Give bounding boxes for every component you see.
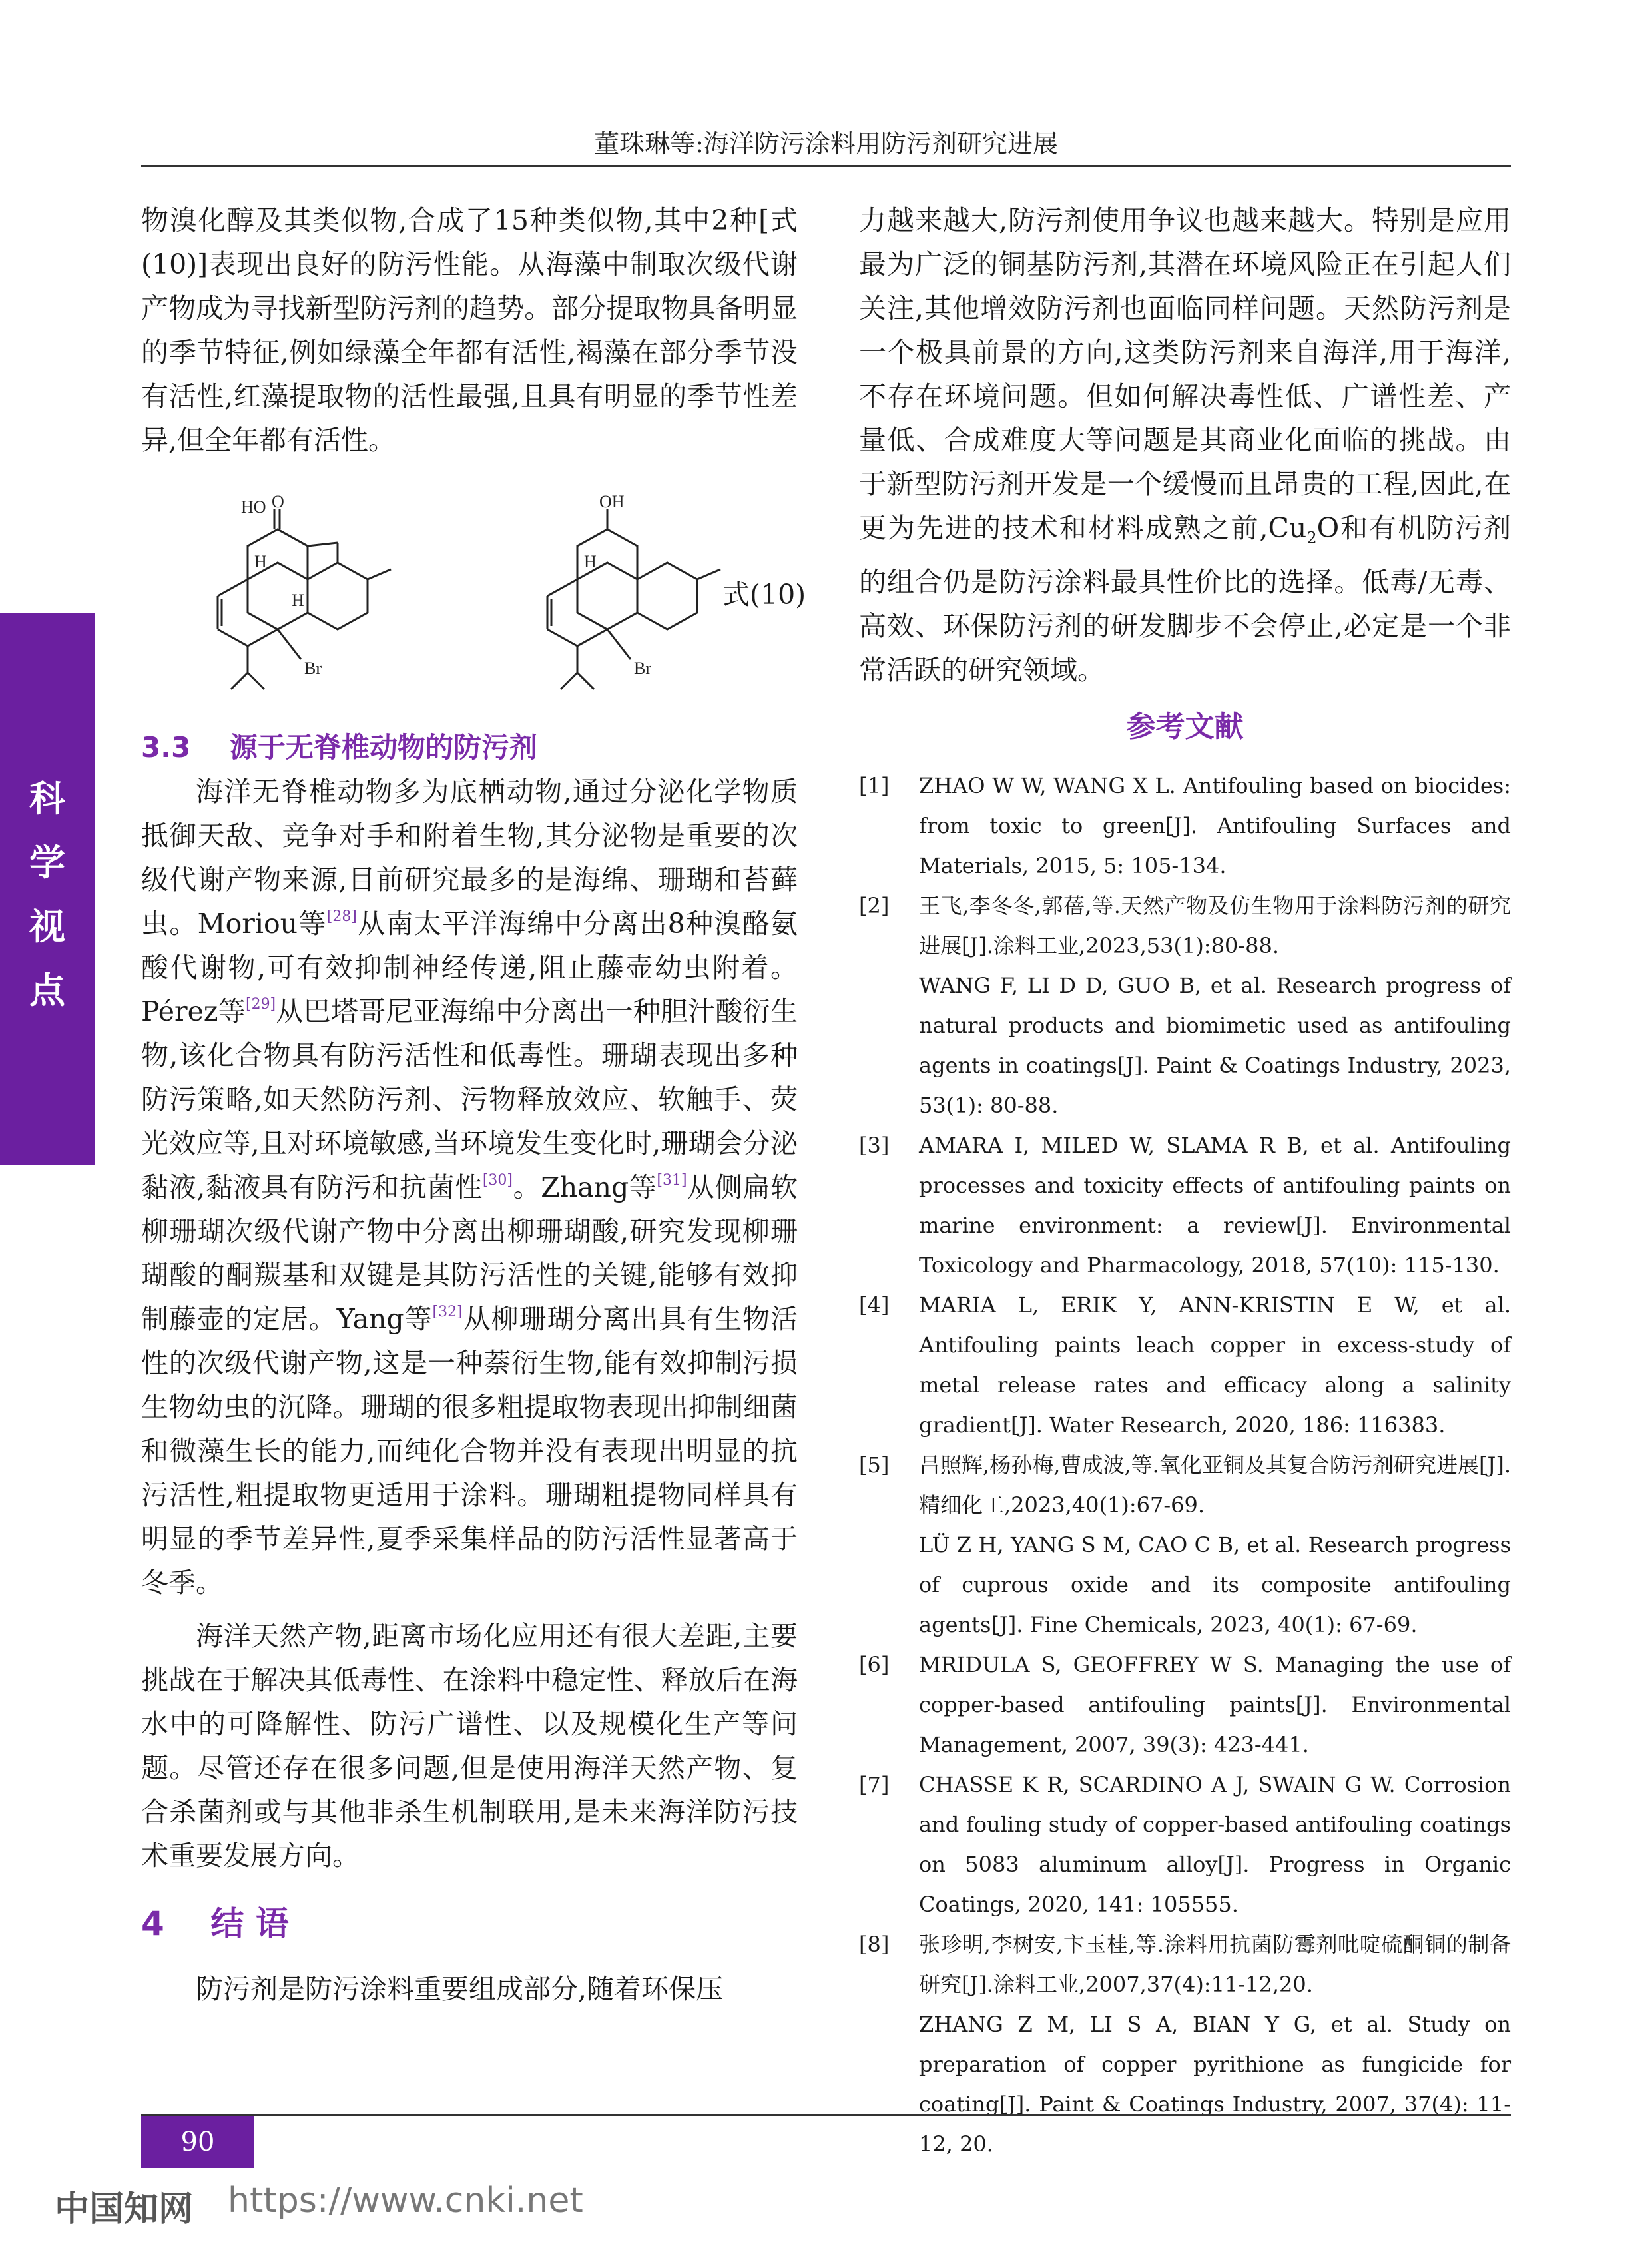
text-run: 力越来越大,防污剂使用争议也越来越大。特别是应用最为广泛的铜基防污剂,其潜在环境风险正在引起人们关注,其他增效防污剂也面临同样问题。天然防污剂是一个极具前景的方向,这类防污剂来自海洋,用于海洋,不存在环境问题。但如何解决毒性低、广谱性差、产量低、合成难度大等问题是其商业化面临的挑战。由于新型防污剂开发是一个缓慢而且昂贵的工程,因此,在更为先进的技术和材料成熟之前,Cu <box>859 204 1511 544</box>
atom-h: H <box>292 591 304 610</box>
text-run: 从南太平洋海绵中分离出8种溴酪氨酸代谢物,可有效抑制神经传递,阻止藤壶幼虫附着。Pérez等 <box>141 908 798 1027</box>
citation[interactable]: [32] <box>432 1304 463 1320</box>
left-intro <box>141 198 798 462</box>
subscript: 2 <box>1306 529 1317 548</box>
reference-number: [2] <box>859 893 890 918</box>
section-heading-4 <box>141 1902 798 1946</box>
reference-item <box>859 886 1511 1125</box>
section-title: 源于无脊椎动物的防污剂 <box>229 731 537 764</box>
reference-text: 张珍明,李树安,卞玉桂,等.涂料用抗菌防霉剂吡啶硫酮铜的制备研究[J].涂料工业,2007,37(4):11-12,20. <box>919 1932 1511 1997</box>
text-run: 从柳珊瑚分离出具有生物活性的次级代谢产物,这是一种萘衍生物,能有效抑制污损生物幼虫的沉降。珊瑚的很多粗提取物表现出抑制细菌和微藻生长的能力,而纯化合物并没有表现出明显的抗污活性,粗提取物更适用于涂料。珊瑚粗提物同样具有明显的季节差异性,夏季采集样品的防污活性显著高于冬季。 <box>141 1303 798 1599</box>
reference-number: [1] <box>859 773 890 798</box>
atom-h: H <box>254 552 267 571</box>
citation[interactable]: [31] <box>657 1172 687 1189</box>
citation[interactable]: [30] <box>482 1172 513 1189</box>
reference-text: ZHANG Z M, LI S A, BIAN Y G, et al. Study on preparation of copper pyrithione as fungicide for coating[J]. Paint & Coatings Industry, 2007, 37(4): 11-12, 20. <box>919 2012 1511 2157</box>
page-number: 90 <box>141 2116 254 2168</box>
watermark-brand: 中国知网 <box>55 2189 194 2229</box>
reference-item <box>859 1125 1511 1285</box>
reference-number: [3] <box>859 1133 890 1158</box>
atom-o: O <box>272 493 284 511</box>
section-heading-3-3 <box>141 726 798 770</box>
atom-ho: HO <box>241 497 266 517</box>
reference-number: [6] <box>859 1652 890 1677</box>
header-rule <box>141 165 1511 167</box>
reference-text: MRIDULA S, GEOFFREY W S. Managing the use of copper-based antifouling paints[J]. Environmental Management, 2007, 39(3): 423-441. <box>919 1652 1511 1757</box>
reference-number: [5] <box>859 1452 890 1478</box>
structural-formula-10 <box>141 493 807 693</box>
footer-rule <box>141 2114 1511 2116</box>
reference-item <box>859 1765 1511 1924</box>
reference-list <box>859 766 1511 2164</box>
paragraph-conclusion-cont <box>859 198 1511 692</box>
atom-oh: OH <box>599 493 625 511</box>
reference-text: ZHAO W W, WANG X L. Antifouling based on biocides: from toxic to green[J]. Antifouling Surfaces and Materials, 2015, 5: 105-134. <box>919 773 1511 878</box>
text-run: O和有机防污剂的组合仍是防污涂料最具性价比的选择。低毒/无毒、高效、环保防污剂的研发脚步不会停止,必定是一个非常活跃的研究领域。 <box>859 512 1511 687</box>
section-title: 结 语 <box>210 1904 289 1943</box>
reference-item <box>859 1924 1511 2164</box>
section-number: 3.3 <box>141 731 191 764</box>
paragraph-intro: 物溴化醇及其类似物,合成了15种类似物,其中2种[式(10)]表现出良好的防污性能。从海藻中制取次级代谢产物成为寻找新型防污剂的趋势。部分提取物具备明显的季节特征,例如绿藻全年都有活性,褐藻在部分季节没有活性,红藻提取物的活性最强,且具有明显的季节性差异,但全年都有活性。 <box>141 204 798 456</box>
running-header: 董珠琳等:海洋防污涂料用防污剂研究进展 <box>594 129 1058 158</box>
reference-text: CHASSE K R, SCARDINO A J, SWAIN G W. Corrosion and fouling study of copper-based antifouling coatings on 5083 aluminum alloy[J]. Progress in Organic Coatings, 2020, 141: 105555. <box>919 1772 1511 1917</box>
text-run: 从侧扁软柳珊瑚次级代谢产物中分离出柳珊瑚酸,研究发现柳珊瑚酸的酮羰基和双键是其防污活性的关键,能够有效抑制藤壶的定居。Yang等 <box>141 1171 798 1335</box>
text-run: 从巴塔哥尼亚海绵中分离出一种胆汁酸衍生物,该化合物具有防污活性和低毒性。珊瑚表现出多种防污策略,如天然防污剂、污物释放效应、软触手、荧光效应等,且对环境敏感,当环境发生变化时,珊瑚会分泌黏液,黏液具有防污和抗菌性 <box>141 995 798 1203</box>
reference-number: [8] <box>859 1932 890 1957</box>
reference-text: 吕照辉,杨孙梅,曹成波,等.氧化亚铜及其复合防污剂研究进展[J].精细化工,2023,40(1):67-69. <box>919 1452 1511 1518</box>
reference-text: 王飞,李冬冬,郭蓓,等.天然产物及仿生物用于涂料防污剂的研究进展[J].涂料工业,2023,53(1):80-88. <box>919 893 1511 958</box>
reference-number: [7] <box>859 1772 890 1797</box>
paragraph-conclusion-start: 防污剂是防污涂料重要组成部分,随着环保压 <box>196 1973 724 2005</box>
formula-label: 式(10) <box>722 579 806 611</box>
references-title: 参考文献 <box>1126 710 1244 744</box>
paragraph-challenges: 海洋天然产物,距离市场化应用还有很大差距,主要挑战在于解决其低毒性、在涂料中稳定性、释放后在海水中的可降解性、防污广谱性、以及规模化生产等问题。尽管还存在很多问题,但是使用海洋天然产物、复合杀菌剂或与其他非杀生机制联用,是未来海洋防污技术重要发展方向。 <box>141 1620 798 1872</box>
left-section-3-3 <box>141 726 798 2011</box>
citation[interactable]: [29] <box>245 996 276 1013</box>
section-number: 4 <box>141 1904 164 1943</box>
atom-br: Br <box>634 659 651 678</box>
reference-item <box>859 1445 1511 1645</box>
reference-item <box>859 1645 1511 1765</box>
reference-text: MARIA L, ERIK Y, ANN-KRISTIN E W, et al. Antifouling paints leach copper in excess-study of metal release rates and efficacy along a salinity gradient[J]. Water Research, 2020, 186: 116383. <box>919 1292 1511 1438</box>
paragraph-invertebrates <box>141 770 798 1605</box>
reference-text: LÜ Z H, YANG S M, CAO C B, et al. Research progress of cuprous oxide and its composite antifouling agents[J]. Fine Chemicals, 2023, 40(1): 67-69. <box>919 1532 1511 1637</box>
side-tab-char: 科 <box>29 778 65 820</box>
citation[interactable]: [28] <box>326 908 357 925</box>
right-conclusion <box>859 198 1511 692</box>
reference-number: [4] <box>859 1292 890 1318</box>
side-tab-char: 视 <box>29 906 65 948</box>
reference-text: WANG F, LI D D, GUO B, et al. Research progress of natural products and biomimetic used as antifouling agents in coatings[J]. Paint & Coatings Industry, 2023, 53(1): 80-88. <box>919 973 1511 1118</box>
text-run: 。Zhang等 <box>513 1171 657 1203</box>
atom-h: H <box>584 552 597 571</box>
watermark-url[interactable]: https://www.cnki.net <box>228 2181 583 2221</box>
side-tab <box>0 613 95 1165</box>
reference-item <box>859 766 1511 886</box>
atom-br: Br <box>304 659 322 678</box>
side-tab-char: 点 <box>29 970 65 1011</box>
side-tab-char: 学 <box>29 842 65 884</box>
reference-item <box>859 1285 1511 1445</box>
text-run: 海洋无脊椎动物多为底栖动物,通过分泌化学物质抵御天敌、竞争对手和附着生物,其分泌物是重要的次级代谢产物来源,目前研究最多的是海绵、珊瑚和苔藓虫。Moriou等 <box>141 776 798 940</box>
reference-text: AMARA I, MILED W, SLAMA R B, et al. Antifouling processes and toxicity effects of antifouling paints on marine environment: a review[J]. Environmental Toxicology and Pharmacology, 2018, 57(10): 115-130. <box>919 1133 1511 1278</box>
